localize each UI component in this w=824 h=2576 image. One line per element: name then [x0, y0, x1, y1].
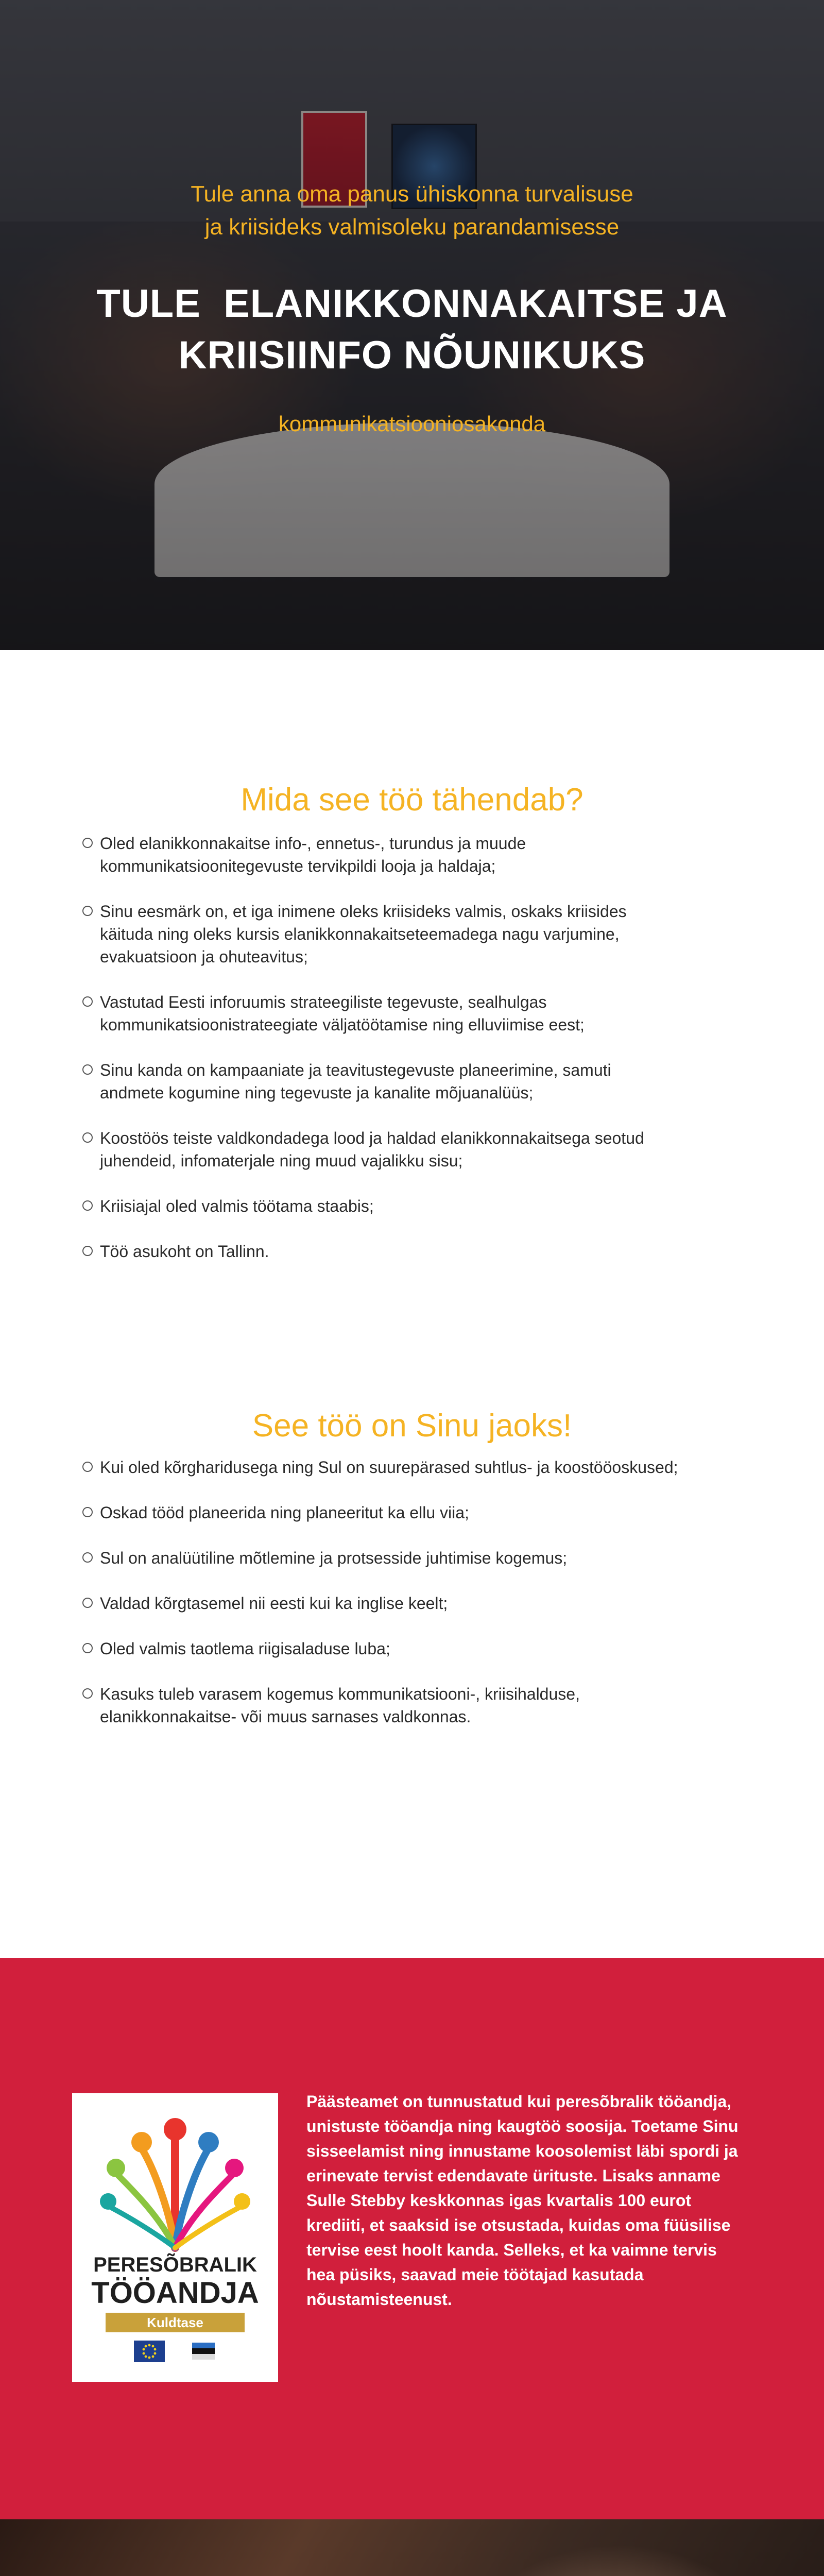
section1-bullet-text: Oled elanikkonnakaitse info-, ennetus-, turundus ja muude kommunikatsioonitegevuste tervikpildi looja ja haldaja;: [100, 834, 526, 875]
circle-bullet-icon: [82, 1200, 93, 1211]
circle-bullet-icon: [82, 1552, 93, 1563]
section2-bullet-text: Oskad tööd planeerida ning planeeritut ka ellu viia;: [100, 1503, 469, 1522]
section2-bullet-item: [82, 1501, 772, 1524]
circle-bullet-icon: [82, 1598, 93, 1608]
section2-bullet-text: Oled valmis taotlema riigisaladuse luba;: [100, 1639, 390, 1658]
circle-bullet-icon: [82, 1064, 93, 1075]
section2-bullet-item: [82, 1683, 772, 1728]
section1-bullet-text: Töö asukoht on Tallinn.: [100, 1242, 269, 1261]
section1-bullet-text: Sinu kanda on kampaaniate ja teavitustegevuste planeerimine, samuti andmete kogumine ning tegevuste ja kanalite mõjuanalüüs;: [100, 1061, 611, 1102]
estonia-emblem-icon: [188, 2341, 219, 2362]
section1-bullet-item: [82, 1127, 772, 1172]
hero-department: kommunikatsiooniosakonda: [278, 412, 546, 436]
section2-bullet-text: Kui oled kõrgharidusega ning Sul on suurepärased suhtlus- ja koostööoskused;: [100, 1458, 678, 1477]
hero-title: [52, 278, 772, 381]
hero-subtitle-line1: Tule anna oma panus ühiskonna turvalisuse: [191, 181, 633, 207]
hero-subtitle: [103, 178, 721, 244]
logo-title-line1: PERESÕBRALIK: [93, 2253, 257, 2276]
section1-title: Mida see töö tähendab?: [241, 782, 583, 818]
section2-bullet-item: [82, 1456, 772, 1479]
section2-bullet-item: [82, 1637, 772, 1660]
people-tree-icon: [72, 2093, 278, 2382]
circle-bullet-icon: [82, 996, 93, 1007]
section1-bullet-text: Vastutad Eesti inforuumis strateegiliste tegevuste, sealhulgas kommunikatsioonistrateegiate väljatöötamise ning elluviimise eest;: [100, 993, 585, 1034]
circle-bullet-icon: [82, 1132, 93, 1143]
section1-bullet-text: Koostöös teiste valdkondadega lood ja haldad elanikkonnakaitsega seotud juhendeid, infomaterjale ning muud vajalikku sisu;: [100, 1129, 644, 1170]
logo-title-line2: TÖÖANDJA: [91, 2276, 259, 2310]
section1-bullet-item: [82, 1240, 772, 1263]
family-friendly-employer-logo: [72, 2093, 278, 2382]
hero-section: [0, 0, 824, 650]
section2-bullet-text: Sul on analüütiline mõtlemine ja protsesside juhtimise kogemus;: [100, 1549, 568, 1567]
section1-bullet-text: Sinu eesmärk on, et iga inimene oleks kriisideks valmis, oskaks kriisides käituda ning oleks kursis elanikkonnakaitseteemadega nagu varjumine, evakuatsioon ja ohuteavitus;: [100, 902, 627, 966]
section2-bullet-item: [82, 1592, 772, 1615]
hero-title-line1: TULE ELANIKKONNAKAITSE JA: [96, 282, 728, 326]
circle-bullet-icon: [82, 906, 93, 916]
circle-bullet-icon: [82, 1507, 93, 1517]
phone-photo: [0, 2519, 824, 2576]
section1-bullet-item: [82, 832, 772, 877]
hero-subtitle-line2: ja kriisideks valmisoleku parandamisesse: [204, 214, 620, 240]
section1-bullet-item: [82, 1195, 772, 1217]
circle-bullet-icon: [82, 1462, 93, 1472]
employer-paragraph: Päästeamet on tunnustatud kui peresõbralik tööandja, unistuste tööandja ning kaugtöö soosija. Toetame Sinu sisseelamist ning innustame koosolemist läbi spordi ja erinevate tervist edendavate ürituste. Lisaks anname Sulle Stebby keskkonnas igas kvartalis 100 eurot krediiti, et saaksid ise otsustada, kuidas oma füüsilise tervise eest hoolt kanda. Selleks, et ka vaimne tervis hea püsiks, saavad meie töötajad kasutada nõustamisteenust.: [306, 2092, 739, 2309]
section1-bullet-text: Kriisiajal oled valmis töötama staabis;: [100, 1197, 374, 1215]
eu-flag-icon: [134, 2341, 165, 2362]
circle-bullet-icon: [82, 1643, 93, 1653]
employer-banner: [0, 1958, 824, 2519]
circle-bullet-icon: [82, 1246, 93, 1256]
section1-bullet-item: [82, 1059, 772, 1104]
circle-bullet-icon: [82, 1688, 93, 1699]
section1-list: [82, 832, 772, 1285]
logo-badge: Kuldtase: [106, 2313, 245, 2332]
circle-bullet-icon: [82, 838, 93, 848]
section2-title: See töö on Sinu jaoks!: [252, 1408, 572, 1444]
section2-bullet-text: Kasuks tuleb varasem kogemus kommunikatsiooni-, kriisihalduse, elanikkonnakaitse- või muus sarnases valdkonnas.: [100, 1685, 580, 1726]
section1-bullet-item: [82, 991, 772, 1036]
hero-title-line2: KRIISIINFO NÕUNIKUKS: [178, 333, 646, 377]
section2-bullet-item: [82, 1547, 772, 1569]
section2-bullet-text: Valdad kõrgtasemel nii eesti kui ka inglise keelt;: [100, 1594, 448, 1613]
section1-bullet-item: [82, 900, 772, 968]
section2-list: [82, 1456, 772, 1751]
